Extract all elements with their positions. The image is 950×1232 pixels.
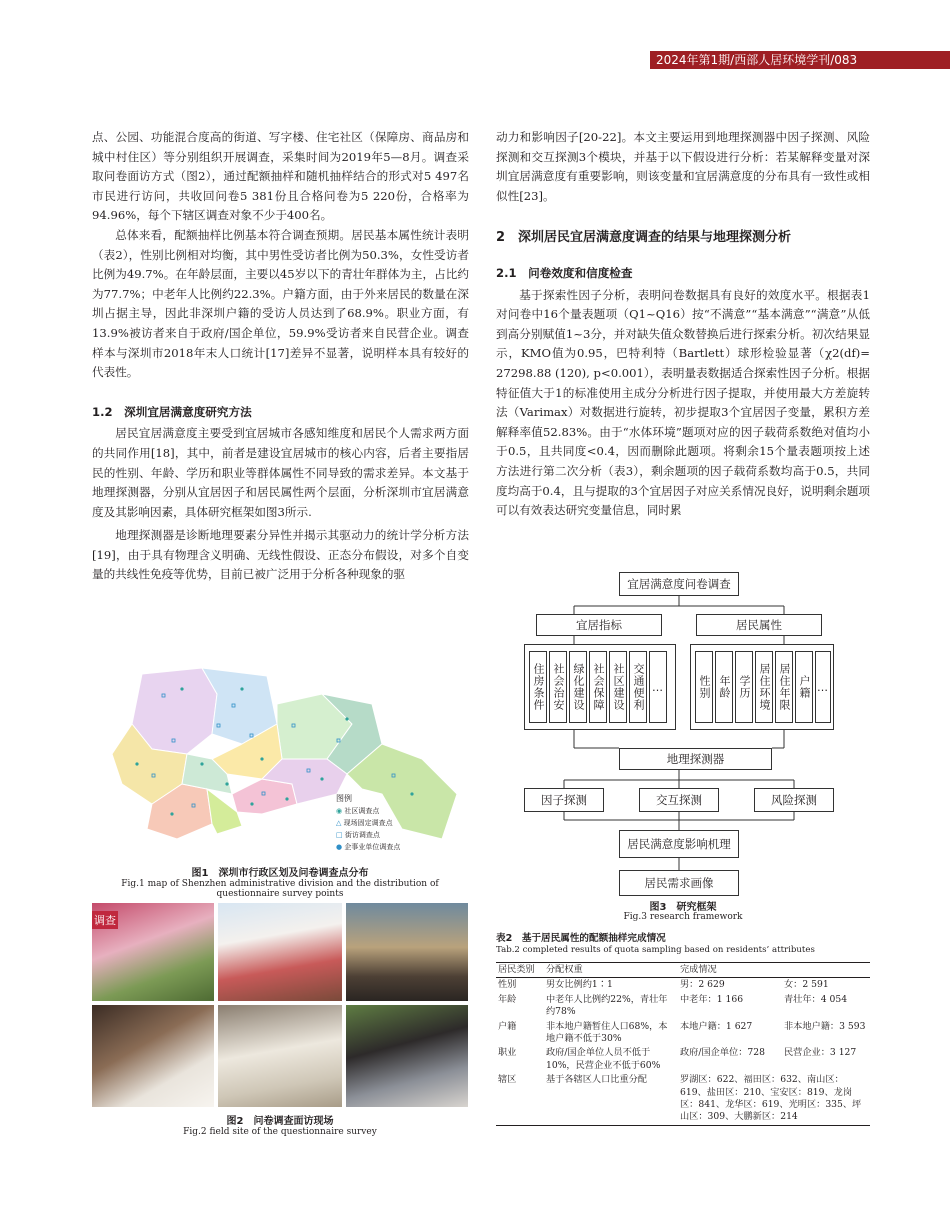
triangle-marker-icon: △: [336, 819, 344, 827]
attribute-item: 性别: [695, 651, 713, 723]
table-row: [496, 993, 870, 1020]
square-marker-icon: □: [336, 831, 345, 839]
attribute-items-group: [690, 644, 834, 730]
table-cell: 罗湖区：622、福田区：632、南山区：619、盐田区：210、宝安区：819、龙岗区：841、龙华区：619、光明区：335、坪山区：309、大鹏新区：214: [678, 1073, 870, 1125]
table-cell: 女：2 591: [784, 979, 829, 991]
dot-marker-icon: ●: [336, 843, 345, 851]
table-cell: 年龄: [498, 993, 517, 1005]
table-cell: 户籍: [498, 1020, 517, 1032]
map-legend: [336, 793, 466, 853]
survey-photos: [92, 903, 468, 1107]
quota-sampling-table: [496, 962, 870, 1126]
photo-6: [346, 1005, 468, 1107]
paragraph: 点、公园、功能混合度高的街道、写字楼、住宅社区（保障房、商品房和城中村住区）等分别组织开展调查，采集时间为2019年5—8月。调查采取问卷面访方式（图2），通过配额抽样和随机抽样结合的形式对5 497名市民进行访问，共收回问卷5 381份且合格问卷为5 220份，合格率为94.96%，每个下辖区调查对象不少于400名。: [92, 130, 469, 223]
section-heading-2: 2 深圳居民宜居满意度调查的结果与地理探测分析: [496, 230, 792, 246]
factor-item: 住房条件: [529, 651, 547, 723]
table-cell: 政府/国企单位人员不低于10%，民营企业不低于60%: [546, 1047, 661, 1071]
attribute-item-more: …: [815, 651, 831, 723]
table-cell: 本地户籍：1 627: [680, 1020, 753, 1032]
table-cell: 政府/国企单位：728: [680, 1047, 765, 1059]
paragraph: 总体来看，配额抽样比例基本符合调查预期。居民基本属性统计表明（表2），性别比例相对均衡，其中男性受访者比例为50.3%，女性受访者比例为49.7%。在年龄层面，主要以45岁以下的青壮年群体为主，占比约为77.7%；中老年人比例约22.3%。户籍方面，由于外来居民的数量在深圳占据主导，因此非深圳户籍的受访人员达到了68.9%。职业方面，有13.9%被访者来自于政府/国企单位，59.9%受访者来自民营企业。调查样本与深圳市2018年末人口统计[17]差异不显著，说明样本具有较好的代表性。: [92, 227, 469, 380]
legend-label: 社区调查点: [344, 807, 380, 815]
photo-sign: 调查: [92, 911, 118, 929]
table-cell: 非本地户籍：3 593: [784, 1020, 866, 1032]
table-header: 分配权重: [544, 963, 678, 978]
table-row: [496, 1020, 870, 1047]
table-cell: 非本地户籍暂住人口68%，本地户籍不低于30%: [546, 1020, 668, 1045]
legend-label: 现场固定调查点: [343, 819, 393, 827]
legend-label: 街访调查点: [344, 831, 380, 839]
table-cell: 男：2 629: [680, 979, 725, 991]
attribute-item: 户籍: [795, 651, 813, 723]
factor-item: 社区建设: [609, 651, 627, 723]
section-heading-1-2: 1.2 深圳宜居满意度研究方法: [92, 404, 252, 419]
research-framework-diagram: [514, 568, 844, 898]
legend-item: [336, 829, 466, 841]
risk-detector-box: 风险探测: [754, 788, 834, 812]
table-cell: 中老年：1 166: [680, 993, 744, 1005]
table-cell: 基于各辖区人口比重分配: [544, 1073, 678, 1125]
table-cell: 辖区: [496, 1073, 544, 1125]
left-column: [92, 128, 469, 585]
table-2-title: 表2 基于居民属性的配额抽样完成情况: [496, 933, 666, 944]
table-header: 完成情况: [678, 963, 870, 978]
paragraph: 动力和影响因子[20-22]。本文主要运用到地理探测器中因子探测、风险探测和交互探测3个模块，并基于以下假设进行分析：若某解释变量对深圳宜居满意度有重要影响，则该变量和宜居满意度的分布具有一致性或相似性[23]。: [496, 130, 870, 203]
figure-1-caption: 图1 深圳市行政区划及问卷调查点分布: [191, 868, 369, 879]
photo-5: [218, 1005, 342, 1107]
figure-3-caption: 图3 研究框架: [649, 902, 717, 913]
factor-item: 社会治安: [549, 651, 567, 723]
photo-3: [346, 903, 468, 1001]
legend-label: 企事业单位调查点: [344, 843, 401, 851]
table-cell: 性别: [498, 979, 517, 991]
photo-2: [218, 903, 342, 1001]
survey-box: 宜居满意度问卷调查: [619, 572, 739, 596]
table-header-row: [496, 963, 870, 978]
figure-3-caption-en: Fig.3 research framework: [623, 912, 743, 922]
legend-item: [336, 817, 466, 829]
factor-item: 交通便利: [629, 651, 647, 723]
resident-attribute-box: 居民属性: [696, 614, 822, 636]
factor-detector-box: 因子探测: [524, 788, 604, 812]
livability-items-group: [524, 644, 676, 730]
table-header: 居民类别: [496, 963, 544, 978]
shenzhen-map-figure: [92, 664, 468, 860]
section-heading-2-1: 2.1 问卷效度和信度检查: [496, 265, 633, 280]
attribute-item: 居住环境: [755, 651, 773, 723]
table-row: [496, 1073, 870, 1125]
circle-marker-icon: ◉: [336, 807, 345, 815]
table-cell: 男女比例约1∶1: [546, 979, 613, 991]
mechanism-box: 居民满意度影响机理: [619, 830, 739, 858]
paragraph: 地理探测器是诊断地理要素分异性并揭示其驱动力的统计学分析方法[19]，由于具有物理含义明确、无线性假设、正态分布假设，对多个自变量的共线性免疫等优势，目前已被广泛用于分析各种现象的驱: [92, 528, 469, 582]
table-cell: 青壮年：4 054: [784, 993, 848, 1005]
demand-portrait-box: 居民需求画像: [619, 870, 739, 896]
photo-1: [92, 903, 214, 1001]
legend-item: [336, 841, 466, 853]
table-row: [496, 1046, 870, 1073]
livability-index-box: 宜居指标: [536, 614, 662, 636]
attribute-item: 居住年限: [775, 651, 793, 723]
figure-1-caption-en: Fig.1 map of Shenzhen administrative division and the distribution of questionnaire survey points: [121, 879, 439, 899]
factor-item: 社会保障: [589, 651, 607, 723]
table-cell: 中老年人比例约22%，青壮年约78%: [546, 993, 668, 1018]
paragraph: 基于探索性因子分析，表明问卷数据具有良好的效度水平。根据表1对问卷中16个量表题项（Q1~Q16）按“不满意”“基本满意”“满意”从低到高分别赋值1~3分，并对缺失值众数替换后进行探索分析。初次结果显示，KMO值为0.95，巴特利特（Bartlett）球形检验显著（χ2(df)= 27298.88 (120), p<0.001），表明量表数据适合探索性因子分析。根据特征值大于1的标准使用主成分分析进行因子提取，并使用最大方差旋转法（Varimax）对数据进行旋转，初步提取3个宜居因子变量，累积方差解释率值52.83%。由于“水体环境”题项对应的因子载荷系数绝对值均小于0.5，且共同度<0.4，因而删除此题项。将剩余15个量表题项按上述方法进行第二次分析（表3），剩余题项的因子载荷系数均高于0.5，共同度均高于0.4，且与提取的3个宜居因子对应关系情况良好，说明剩余题项可以有效表达研究变量信息，同时累: [496, 287, 870, 518]
legend-title: 图例: [336, 794, 352, 803]
table-cell: 民营企业：3 127: [784, 1047, 857, 1059]
photo-4: [92, 1005, 214, 1107]
factor-item: 绿化建设: [569, 651, 587, 723]
interaction-detector-box: 交互探测: [639, 788, 719, 812]
legend-item: [336, 805, 466, 817]
figure-2-caption-en: Fig.2 field site of the questionnaire survey: [183, 1127, 377, 1137]
attribute-item: 学历: [735, 651, 753, 723]
journal-header: 2024年第1期/西部人居环境学刊/083: [650, 51, 950, 69]
figure-2-caption: 图2 问卷调查面访现场: [226, 1116, 334, 1127]
table-cell: 职业: [498, 1047, 517, 1059]
table-row: [496, 978, 870, 993]
paragraph: 居民宜居满意度主要受到宜居城市各感知维度和居民个人需求两方面的共同作用[18]，其中，前者是建设宜居城市的核心内容，后者主要指居民的性别、年龄、学历和职业等群体属性不同导致的需求差异。本文基于地理探测器，分别从宜居因子和居民属性两个层面，分析深圳市宜居满意度及其影响因素，具体研究框架如图3所示.: [92, 426, 469, 519]
table-2-title-en: Tab.2 completed results of quota sampling based on residents’ attributes: [496, 945, 815, 955]
right-column: [496, 128, 870, 521]
factor-item-more: …: [649, 651, 667, 723]
attribute-item: 年龄: [715, 651, 733, 723]
geodetector-box: 地理探测器: [619, 748, 772, 770]
